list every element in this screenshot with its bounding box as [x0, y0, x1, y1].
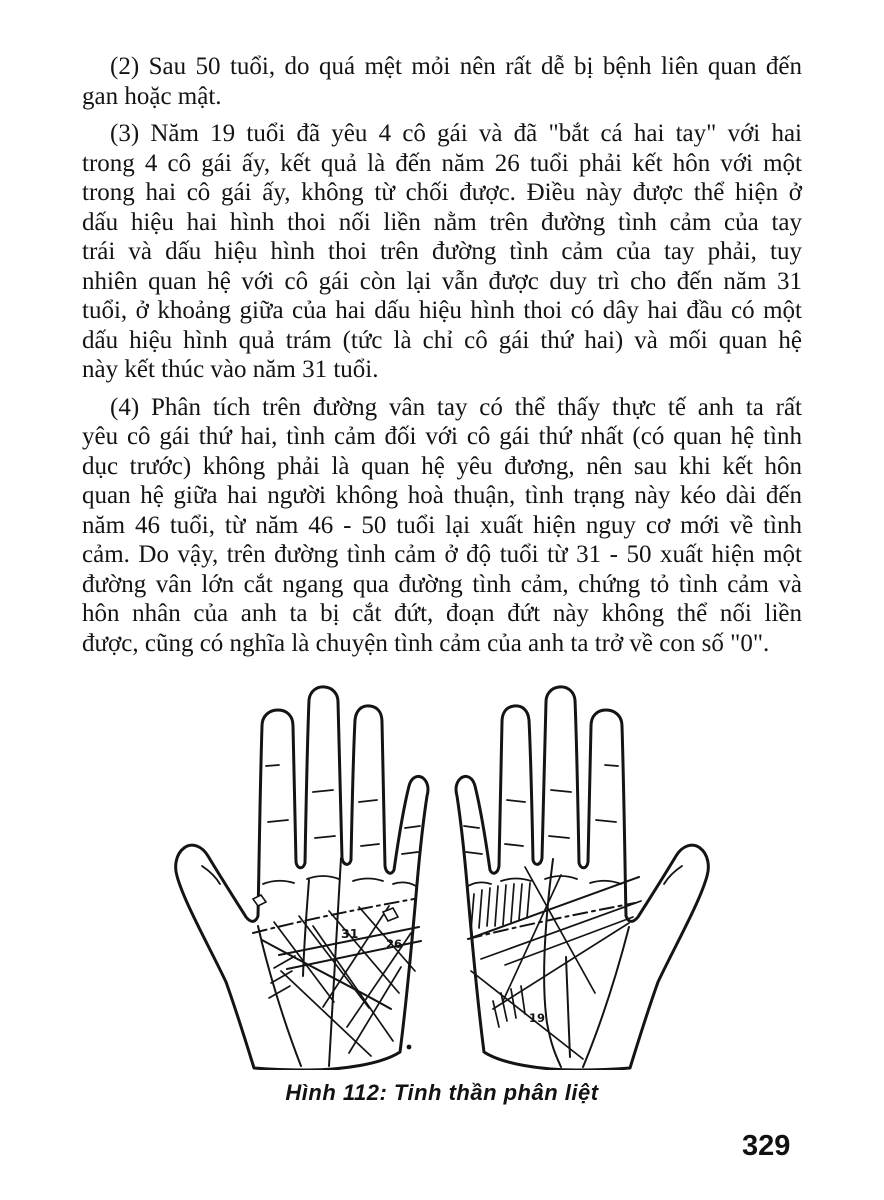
age-label-31: 31	[341, 926, 359, 941]
paragraph	[82, 119, 802, 385]
right-hand-outline	[456, 687, 708, 1070]
text-line: này kết thúc vào năm 31 tuổi.	[82, 356, 379, 383]
text-line: gan hoặc mật.	[82, 82, 222, 110]
paragraph	[82, 393, 802, 659]
text-line: (3) Năm 19 tuổi đã yêu 4 cô gái và đã "bắt cá hai tay" với hai	[110, 120, 802, 147]
palm-figure	[0, 670, 884, 1106]
text-line: nhiên quan hệ với cô gái còn lại vẫn được duy trì cho đến năm 31	[82, 267, 802, 295]
text-line: (4) Phân tích trên đường vân tay có thể thấy thực tế anh ta rất	[110, 393, 802, 421]
text-line: dấu hiệu hai hình thoi nối liền nằm trên đường tình cảm của tay	[82, 208, 802, 236]
text-line: quan hệ giữa hai người không hoà thuận, tình trạng này kéo dài đến	[82, 482, 802, 509]
paragraph	[82, 52, 802, 111]
text-line: được, cũng có nghĩa là chuyện tình cảm của anh ta trở về con số "0".	[82, 629, 770, 657]
text-line: trong 4 cô gái ấy, kết quả là đến năm 26 tuổi phải kết hôn với một	[82, 149, 802, 177]
page-number: 329	[742, 1130, 791, 1162]
text-line: (2) Sau 50 tuổi, do quá mệt mỏi nên rất dễ bị bệnh liên quan đến	[110, 53, 802, 80]
ink-dot	[407, 1045, 412, 1050]
figure-caption: Hình 112: Tinh thần phân liệt	[285, 1080, 599, 1105]
text-line: yêu cô gái thứ hai, tình cảm đối với cô gái thứ nhất (có quan hệ tình	[82, 423, 802, 450]
age-label-19: 19	[529, 1011, 546, 1025]
age-label-26: 26	[386, 937, 403, 951]
text-line: đường vân lớn cắt ngang qua đường tình cảm, chứng tỏ tình cảm và	[82, 570, 802, 598]
text-line: tuổi, ở khoảng giữa của hai dấu hiệu hình thoi có dây hai đầu có một	[82, 297, 802, 324]
left-hand-outline	[176, 687, 428, 1070]
text-line: trái và dấu hiệu hình thoi trên đường tình cảm của tay phải, tuy	[82, 238, 802, 265]
text-line: năm 46 tuổi, từ năm 46 - 50 tuổi lại xuất hiện nguy cơ mới về tình	[82, 511, 802, 539]
text-line: hôn nhân của anh ta bị cắt đứt, đoạn đứt này không thể nối liền	[82, 600, 802, 627]
text-line: cảm. Do vậy, trên đường tình cảm ở độ tuổi từ 31 - 50 xuất hiện một	[82, 541, 802, 568]
text-line: dục trước) không phải là quan hệ yêu đương, nên sau khi kết hôn	[82, 452, 802, 480]
text-line: trong hai cô gái ấy, không từ chối được. Điều này được thể hiện ở	[82, 179, 802, 206]
palmistry-hands-illustration	[162, 670, 722, 1070]
body-text	[82, 52, 802, 666]
text-line: dấu hiệu hình quả trám (tức là chỉ cô gái thứ hai) và mối quan hệ	[82, 326, 802, 354]
